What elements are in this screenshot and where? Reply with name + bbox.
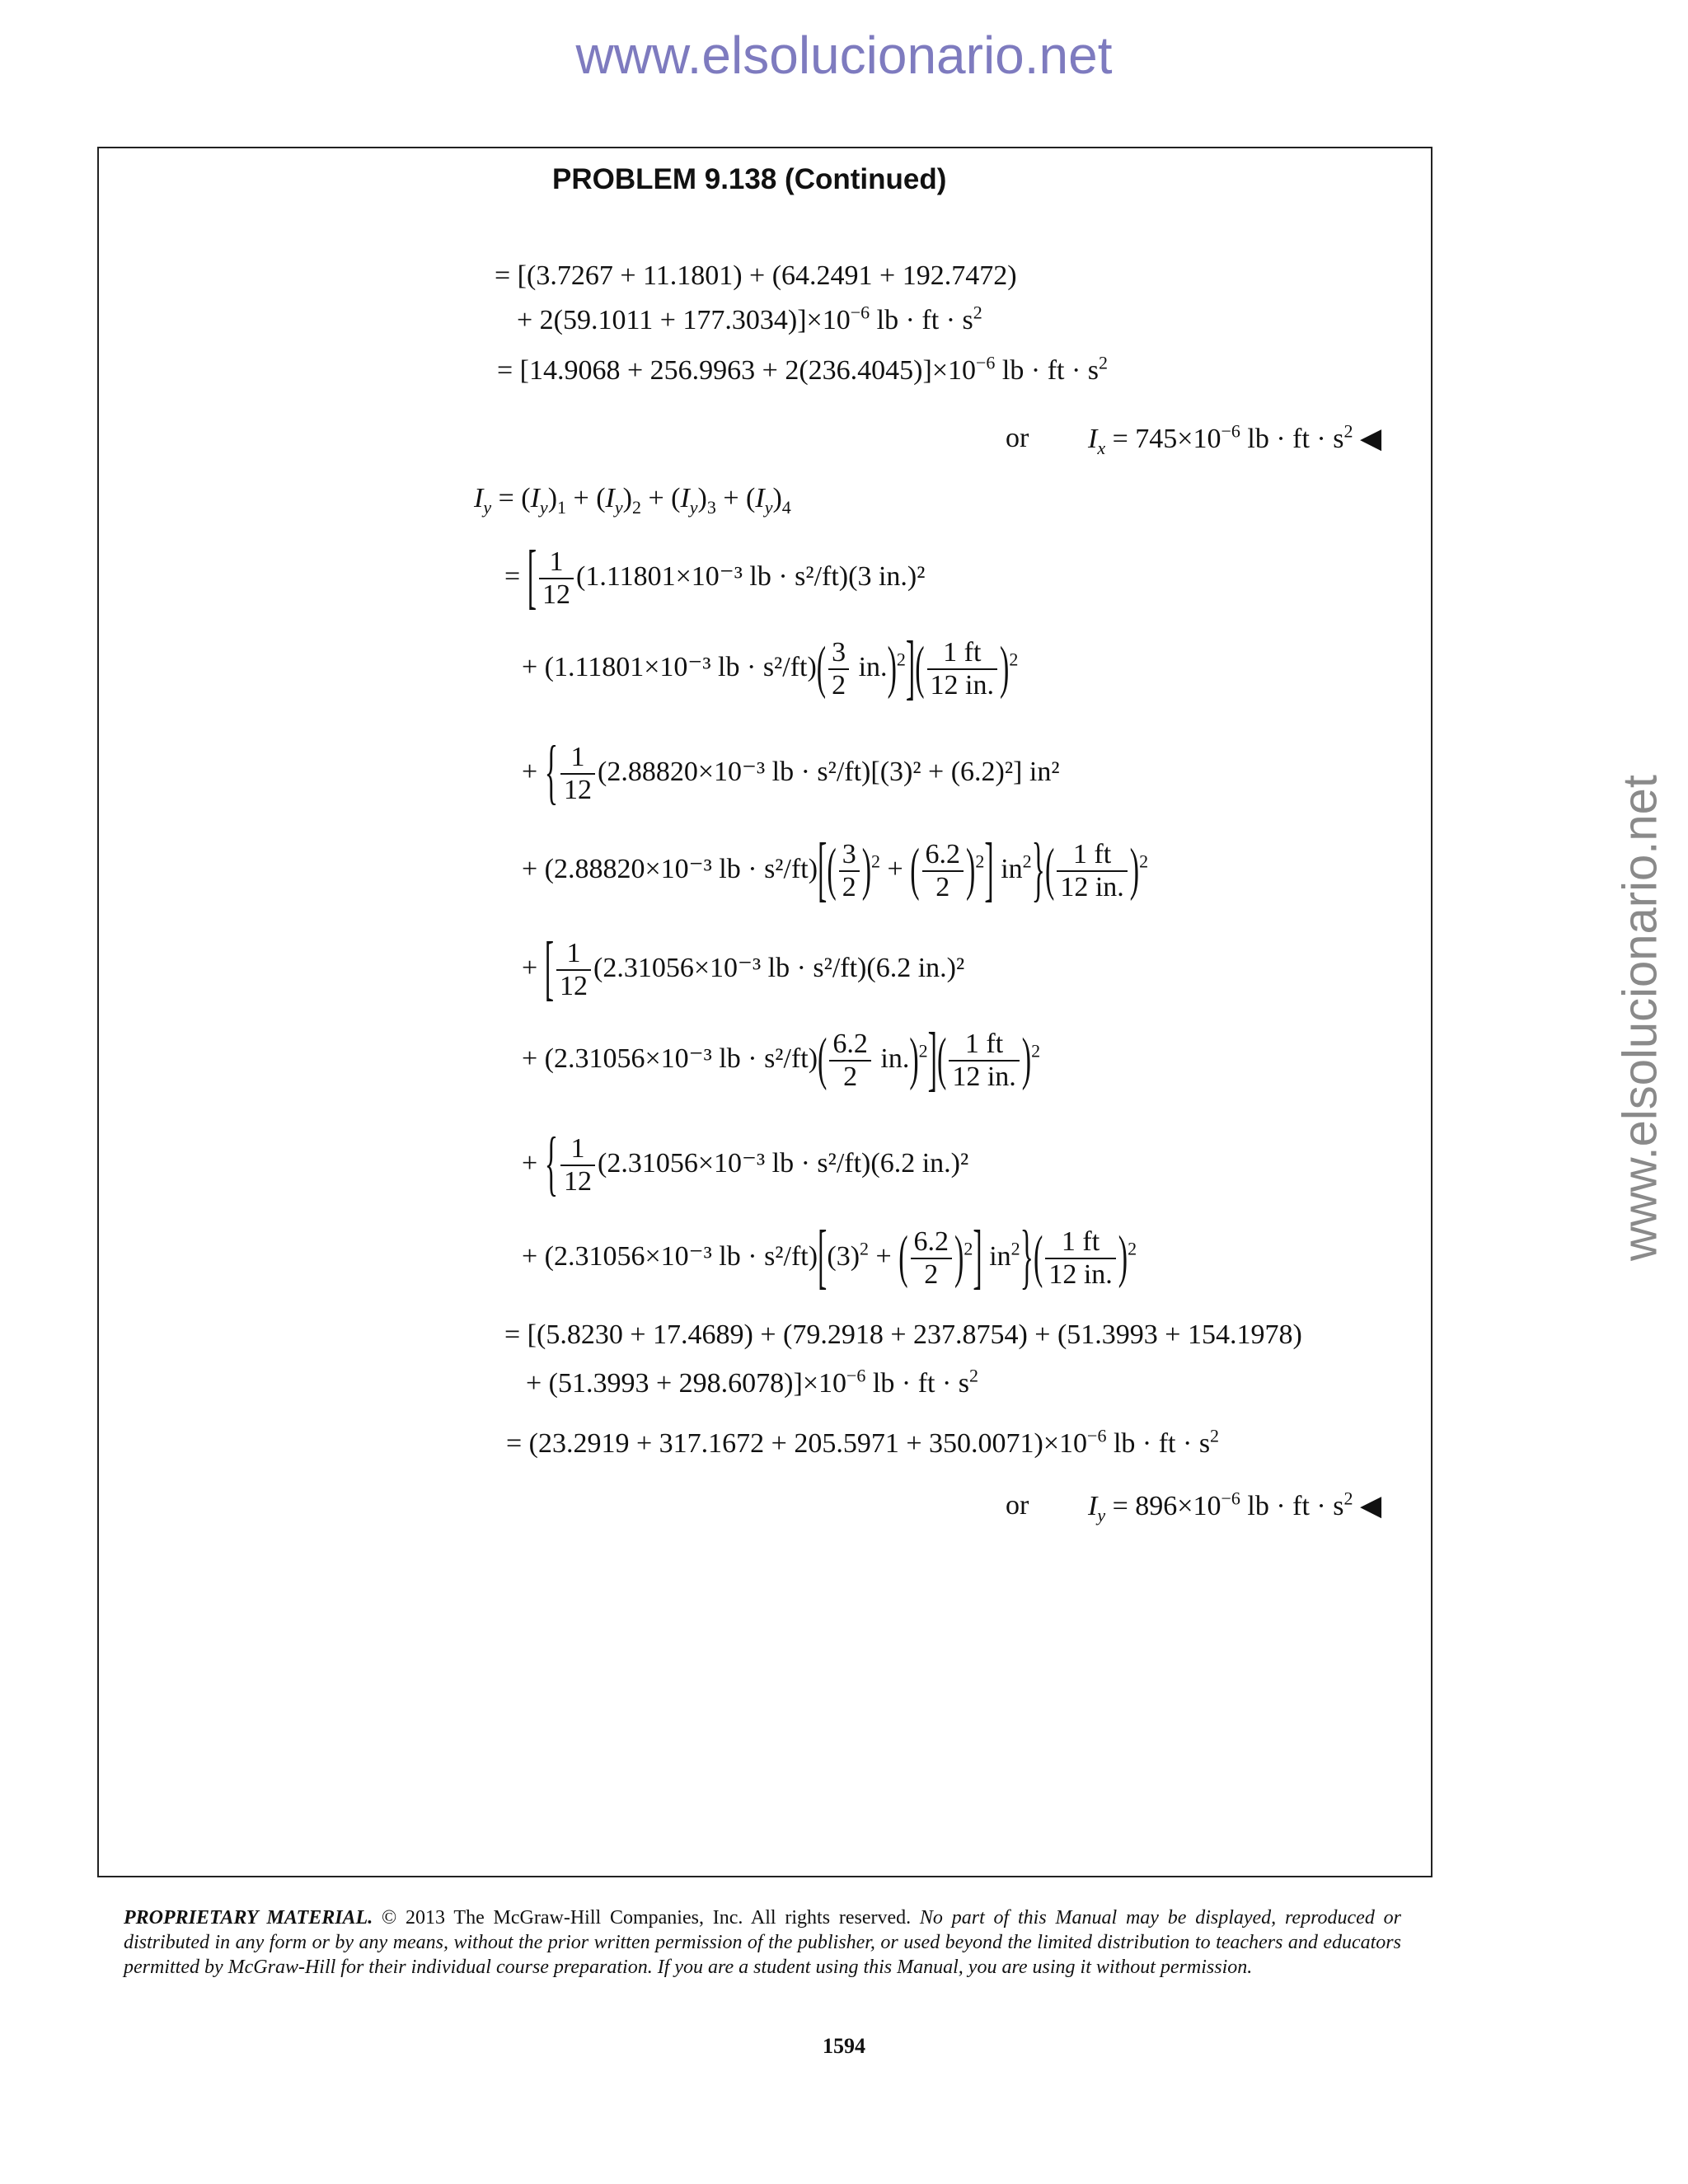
sum-line-1: = [(5.8230 + 17.4689) + (79.2918 + 237.8754) + (51.3993 + 154.1978)	[504, 1319, 1302, 1350]
problem-title: PROBLEM 9.138 (Continued)	[552, 163, 947, 195]
solution-frame	[97, 147, 1432, 1877]
term-6: + (2.31056×10⁻³ lb · s²/ft)( $\frac{6.2}{2}$ in.)$^2$]( $\frac{1 ft}{12 in.}$ )$^2$	[522, 1019, 1041, 1099]
answer-marker-icon: ◀	[1359, 422, 1382, 455]
iy-definition: $I_y = (I_y)_1 + (I_y)_2 + (I_y)_3 + (I_y)_4$	[474, 483, 791, 518]
copyright-footer: PROPRIETARY MATERIAL. © 2013 The McGraw-Hill Companies, Inc. All rights reserved. No part of this Manual may be displayed, reproduced or distributed in any form or by any means, without the prior written permission of the publisher, or used beyond the limited distribution to teachers and educators permitted by McGraw-Hill for their individual course preparation. If you are a student using this Manual, you are using it without permission.	[124, 1907, 1401, 1978]
watermark-side: www.elsolucionario.net	[1613, 775, 1667, 1261]
term-4: + (2.88820×10⁻³ lb · s²/ft)[( $\frac{3}{2}$ )$^2$ + ( $\frac{6.2}{2}$ )$^2$] $in^2$}( $\frac{1 ft}{12 in.}$ )$^2$	[522, 830, 1149, 910]
term-2: + (1.11801×10⁻³ lb · s²/ft)( $\frac{3}{2}$ in.)$^2$]( $\frac{1 ft}{12 in.}$ )$^2$	[522, 628, 1019, 708]
eq-line-3: = $[14.9068 + 256.9963 + 2(236.4045)]\times 10^{-6}$ lb · ft · $s^2$	[497, 352, 1109, 386]
watermark-top: www.elsolucionario.net	[575, 26, 1113, 85]
iy-or: or	[1006, 1490, 1029, 1521]
term-5: + [ $\frac{1}{12}$ (2.31056×10⁻³ lb · s²/ft)(6.2 in.)²	[522, 929, 965, 1009]
sum-line-3: = $(23.2919 + 317.1672 + 205.5971 + 350.0071)\times 10^{-6}$ lb · ft · $s^2$	[506, 1425, 1220, 1459]
ix-result: $I_x = 745\times 10^{-6}$ lb · ft · $s^2$ ◀	[1088, 420, 1382, 458]
iy-result: $I_y = 896\times 10^{-6}$ lb · ft · $s^2$ ◀	[1088, 1488, 1382, 1526]
eq-line-1: = [(3.7267 + 11.1801) + (64.2491 + 192.7472)	[495, 260, 1017, 291]
page-number: 1594	[823, 2034, 865, 2058]
term-8: + (2.31056×10⁻³ lb · $s^2/ft)[(3)^2$ + ( $\frac{6.2}{2}$ )$^2$] $in^2$}( $\frac{1 ft}{12 in.}$ )$^2$	[522, 1217, 1137, 1297]
sum-line-2: + $(51.3993 + 298.6078)]\times 10^{-6}$ lb · ft · $s^2$	[526, 1365, 979, 1399]
term-3: + { $\frac{1}{12}$ (2.88820×10⁻³ lb · s²/ft)[(3)² + (6.2)²] in²	[522, 733, 1060, 813]
answer-marker-icon: ◀	[1359, 1489, 1382, 1522]
eq-line-2: + $2(59.1011 + 177.3034)]\times 10^{-6}$ lb · ft · $s^2$	[517, 302, 982, 335]
term-1: = [ $\frac{1}{12}$ (1.11801×10⁻³ lb · s²/ft)(3 in.)²	[504, 537, 926, 617]
term-7: + { $\frac{1}{12}$ (2.31056×10⁻³ lb · s²/ft)(6.2 in.)²	[522, 1124, 969, 1204]
ix-or: or	[1006, 423, 1029, 453]
